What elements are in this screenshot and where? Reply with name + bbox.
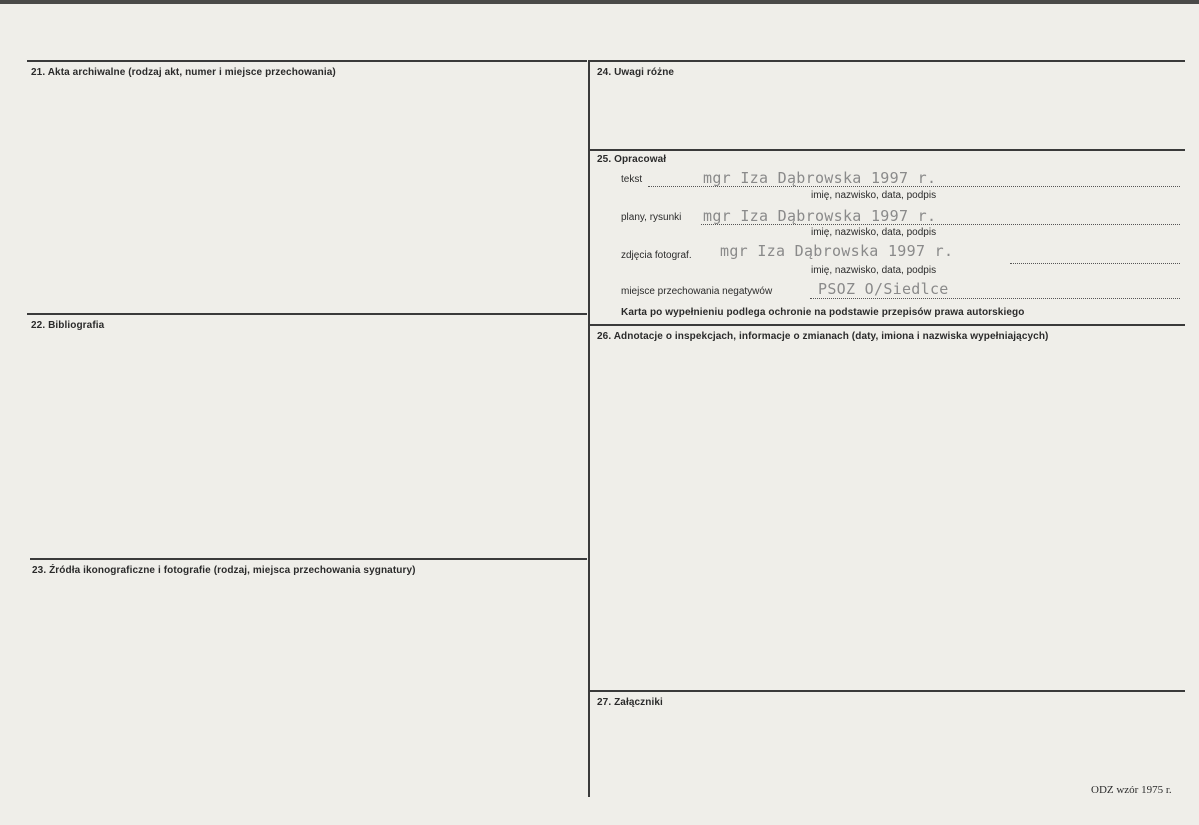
top-edge-band bbox=[0, 0, 1199, 4]
form-version-footer: ODZ wzór 1975 r. bbox=[1091, 784, 1172, 796]
section-24-label: 24. Uwagi różne bbox=[597, 67, 675, 78]
divider-22-23 bbox=[30, 558, 587, 560]
divider-26-27 bbox=[590, 690, 1185, 692]
plany-value: mgr Iza Dąbrowska 1997 r. bbox=[703, 207, 937, 225]
divider-top-left bbox=[27, 60, 587, 62]
zdjecia-caption: imię, nazwisko, data, podpis bbox=[811, 265, 937, 276]
plany-label: plany, rysunki bbox=[621, 212, 682, 223]
tekst-caption: imię, nazwisko, data, podpis bbox=[811, 190, 937, 201]
zdjecia-value: mgr Iza Dąbrowska 1997 r. bbox=[720, 242, 954, 260]
tekst-label: tekst bbox=[621, 174, 643, 185]
copyright-notice: Karta po wypełnieniu podlega ochronie na podstawie przepisów prawa autorskiego bbox=[621, 307, 1025, 318]
zdjecia-dotted-line bbox=[1010, 263, 1180, 264]
divider-24-25 bbox=[590, 149, 1185, 151]
section-21-label: 21. Akta archiwalne (rodzaj akt, numer i miejsce przechowania) bbox=[31, 67, 336, 78]
tekst-value: mgr Iza Dąbrowska 1997 r. bbox=[703, 169, 937, 187]
section-23-label: 23. Źródła ikonograficzne i fotografie (rodzaj, miejsca przechowania sygnatury) bbox=[32, 565, 416, 576]
section-26-label: 26. Adnotacje o inspekcjach, informacje o zmianach (daty, imiona i nazwiska wypełniających) bbox=[597, 331, 1049, 342]
section-27-label: 27. Załączniki bbox=[597, 697, 663, 708]
divider-21-22 bbox=[27, 313, 587, 315]
divider-top-right bbox=[590, 60, 1185, 62]
plany-caption: imię, nazwisko, data, podpis bbox=[811, 227, 937, 238]
negatywy-value: PSOZ O/Siedlce bbox=[818, 280, 949, 298]
divider-25-26 bbox=[590, 324, 1185, 326]
negatywy-dotted-line bbox=[810, 298, 1180, 299]
negatywy-label: miejsce przechowania negatywów bbox=[621, 286, 773, 297]
section-22-label: 22. Bibliografia bbox=[31, 320, 105, 331]
divider-center-vertical bbox=[588, 60, 590, 797]
section-25-label: 25. Opracował bbox=[597, 154, 667, 165]
zdjecia-label: zdjęcia fotograf. bbox=[621, 250, 692, 261]
